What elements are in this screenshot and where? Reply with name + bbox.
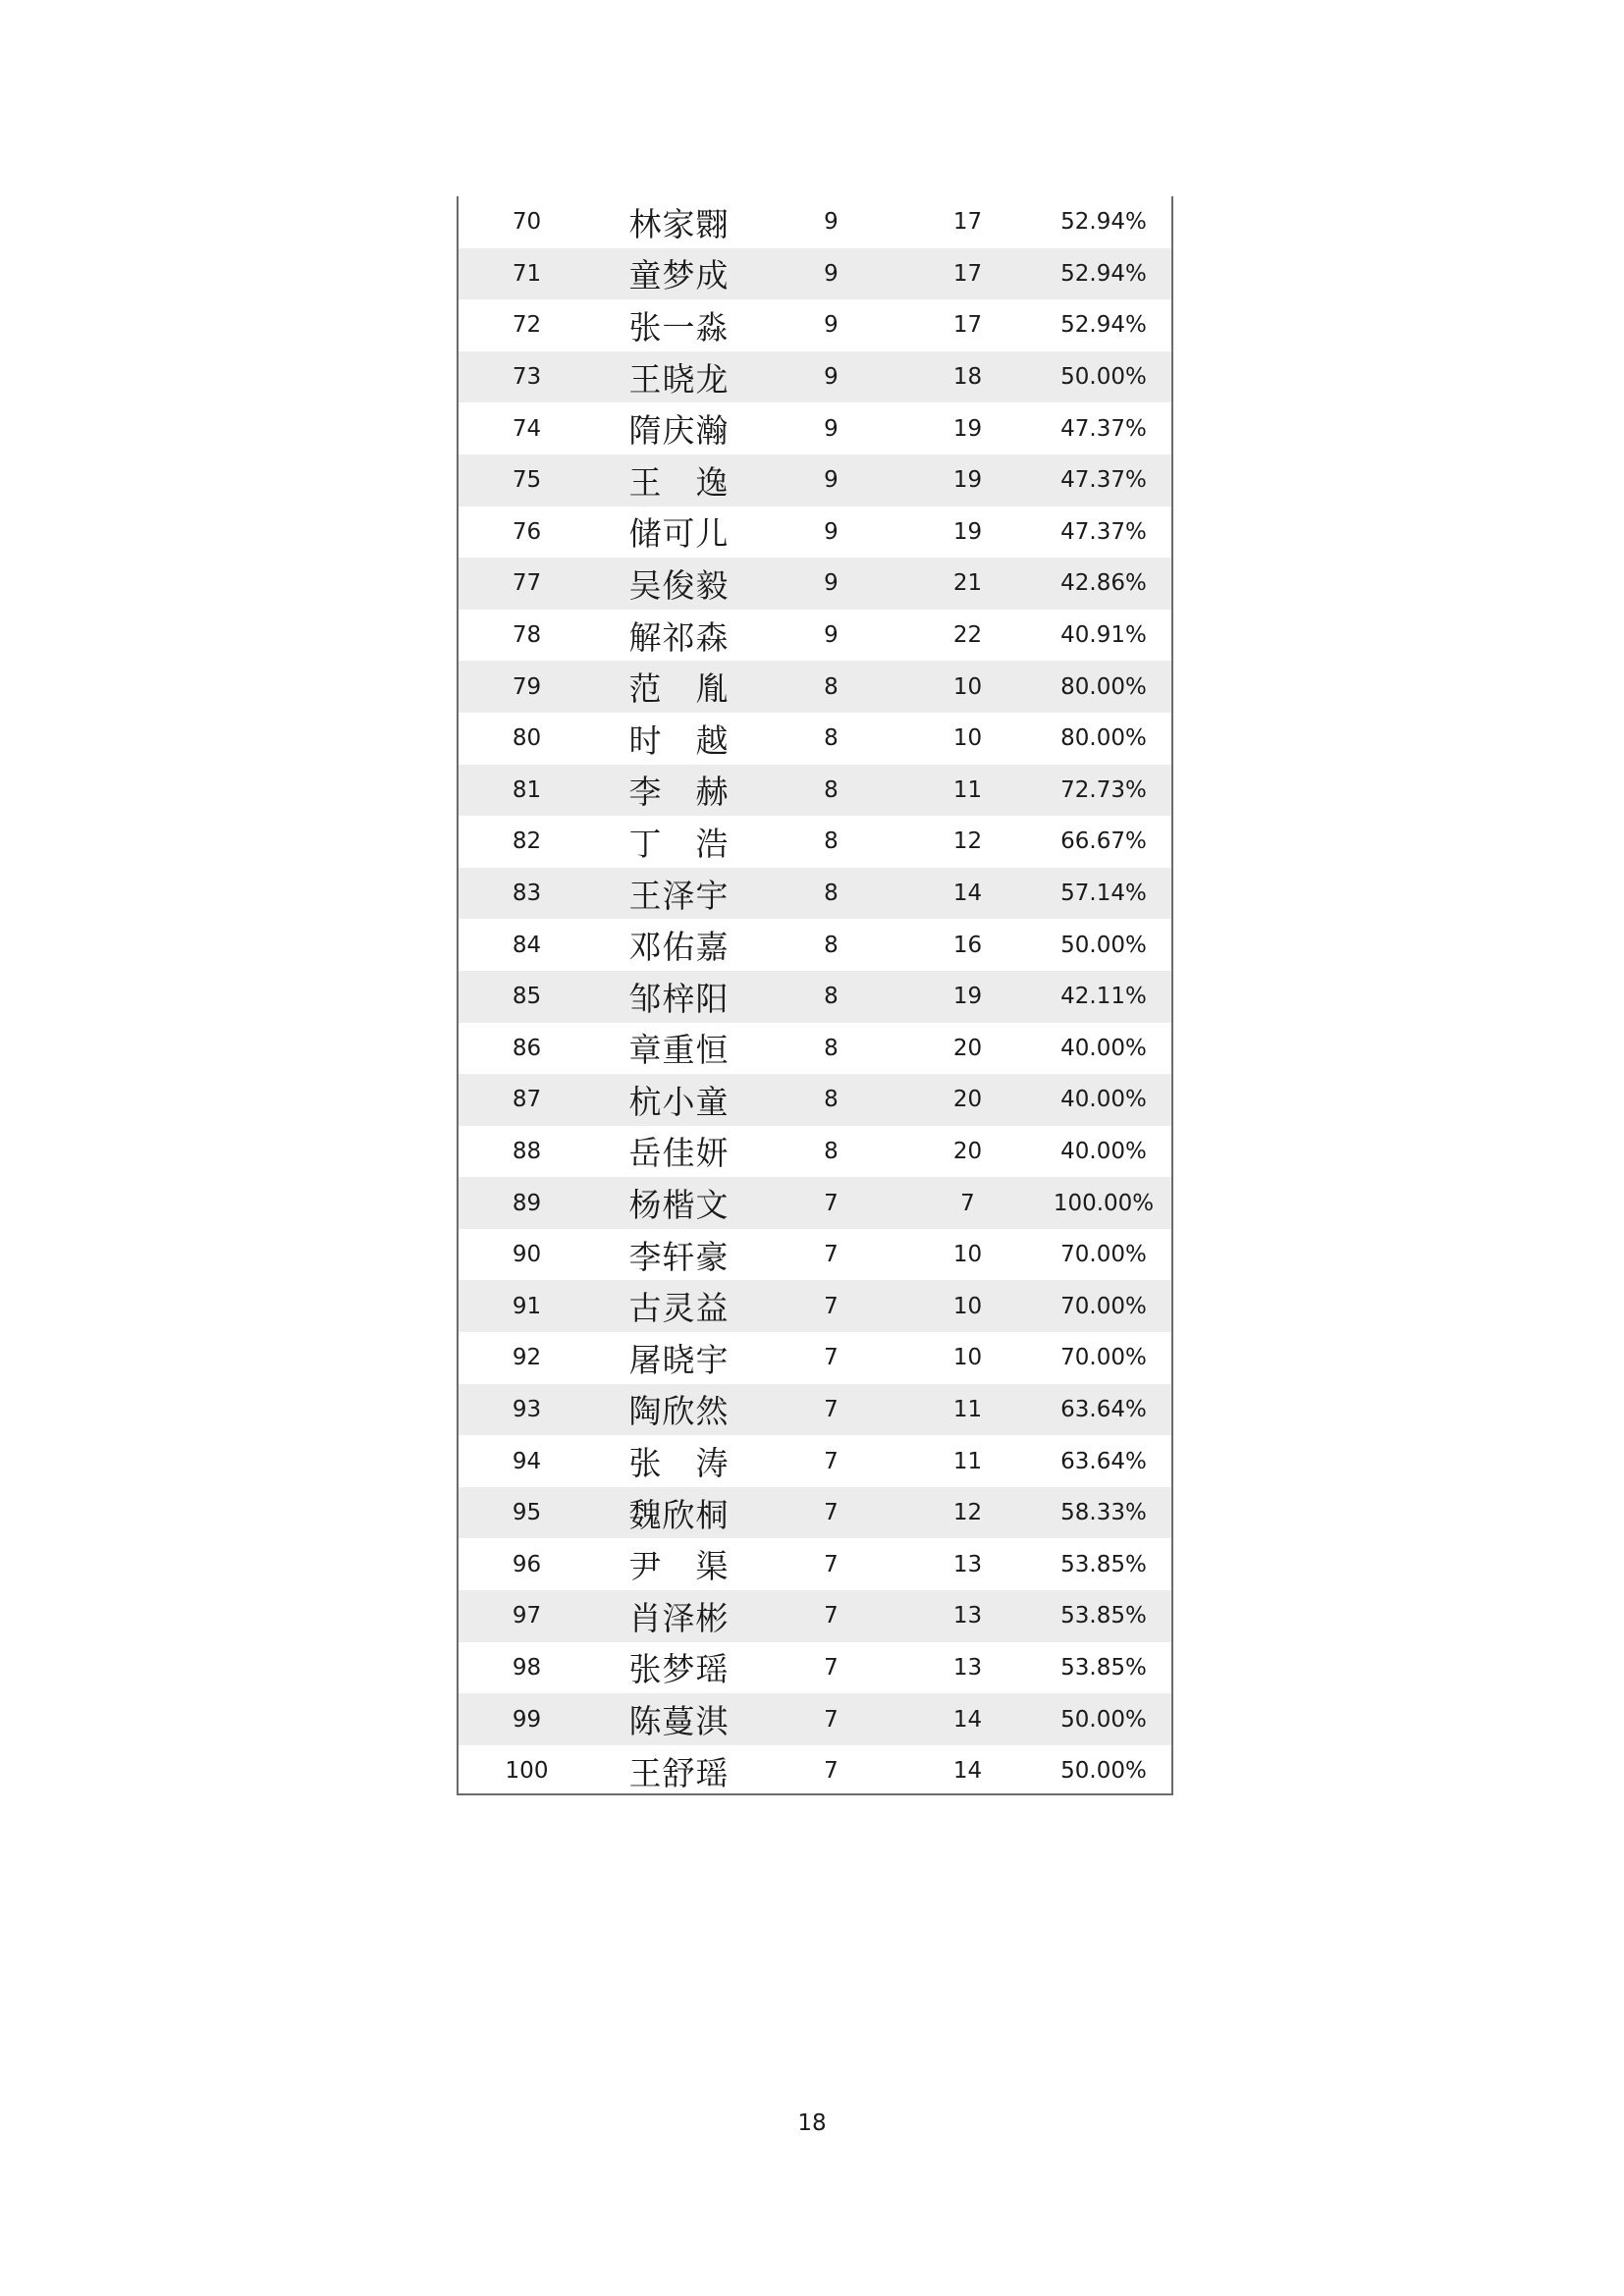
table-row: [459, 1332, 1171, 1384]
rank-cell: 100: [505, 1758, 549, 1785]
name-cell: 邹梓阳: [595, 971, 763, 1023]
name-cell: 王晓龙: [595, 351, 763, 403]
count-b-cell: 14: [899, 868, 1036, 920]
table-row: [459, 1590, 1171, 1642]
rate-cell: 80.00%: [1036, 661, 1171, 713]
name-cell: 林家翾: [628, 204, 730, 243]
rate-cell: 42.11%: [1036, 971, 1171, 1023]
name-cell: 陈蔓淇: [595, 1693, 763, 1745]
count-b-cell: 12: [899, 1487, 1036, 1539]
count-a-cell: 8: [824, 725, 839, 752]
rank-cell: 74: [512, 415, 542, 442]
count-a-cell: 9: [763, 351, 899, 403]
name-cell: 岳佳妍: [628, 1134, 730, 1173]
table-row: [459, 971, 1171, 1023]
name-cell: 王泽宇: [595, 868, 763, 920]
table-row: [459, 1126, 1171, 1178]
ranking-table: [459, 196, 1171, 1796]
count-a-cell: 7: [763, 1590, 899, 1642]
rate-cell: 47.37%: [1060, 518, 1147, 545]
rank-cell: 91: [459, 1280, 595, 1332]
rate-cell: 40.00%: [1036, 1074, 1171, 1126]
rate-cell: 63.64%: [1036, 1384, 1171, 1436]
count-b-cell: 16: [952, 932, 983, 958]
rank-cell: 97: [459, 1590, 595, 1642]
count-b-cell: 10: [952, 1345, 983, 1371]
table-row: [459, 1538, 1171, 1590]
table-row: [459, 402, 1171, 454]
count-b-cell: 13: [952, 1654, 983, 1681]
table-row: [459, 765, 1171, 817]
table-row: [459, 1280, 1171, 1332]
table-row: [459, 1693, 1171, 1745]
rank-cell: 90: [512, 1242, 542, 1268]
count-b-cell: 14: [952, 1758, 983, 1785]
count-a-cell: 8: [824, 932, 839, 958]
table-row: [459, 1229, 1171, 1281]
count-a-cell: 8: [824, 1035, 839, 1061]
count-b-cell: 12: [952, 828, 983, 855]
name-cell: 魏欣桐: [595, 1487, 763, 1539]
rank-cell: 93: [459, 1384, 595, 1436]
rate-cell: 40.91%: [1060, 622, 1147, 649]
rate-cell: 42.86%: [1036, 558, 1171, 610]
rank-cell: 75: [459, 454, 595, 507]
ranking-table-body: [459, 196, 1171, 1796]
table-row: [459, 299, 1171, 351]
name-cell: 陶欣然: [595, 1384, 763, 1436]
count-a-cell: 7: [824, 1448, 839, 1474]
name-cell: 时 越: [628, 721, 730, 760]
rank-cell: 85: [459, 971, 595, 1023]
name-cell: 隋庆瀚: [628, 411, 730, 451]
rank-cell: 95: [459, 1487, 595, 1539]
name-cell: 张梦瑶: [628, 1650, 730, 1689]
table-row: [459, 919, 1171, 971]
rank-cell: 71: [459, 248, 595, 300]
count-a-cell: 7: [824, 1345, 839, 1371]
count-b-cell: 20: [899, 1074, 1036, 1126]
count-b-cell: 10: [952, 725, 983, 752]
rate-cell: 53.85%: [1060, 1654, 1147, 1681]
count-b-cell: 10: [899, 661, 1036, 713]
rate-cell: 100.00%: [1036, 1177, 1171, 1229]
count-a-cell: 7: [763, 1177, 899, 1229]
count-a-cell: 8: [763, 971, 899, 1023]
count-b-cell: 20: [952, 1035, 983, 1061]
table-row: [459, 1384, 1171, 1436]
count-b-cell: 21: [899, 558, 1036, 610]
table-row: [459, 196, 1171, 248]
count-b-cell: 11: [899, 1384, 1036, 1436]
count-a-cell: 8: [824, 828, 839, 855]
rank-cell: 89: [459, 1177, 595, 1229]
count-b-cell: 19: [899, 454, 1036, 507]
rate-cell: 63.64%: [1060, 1448, 1147, 1474]
count-b-cell: 19: [952, 415, 983, 442]
rank-cell: 92: [512, 1345, 542, 1371]
name-cell: 章重恒: [628, 1031, 730, 1070]
table-row: [459, 248, 1171, 300]
table-row: [459, 507, 1171, 559]
rate-cell: 40.00%: [1060, 1138, 1147, 1164]
rate-cell: 50.00%: [1060, 932, 1147, 958]
name-cell: 童梦成: [595, 248, 763, 300]
count-b-cell: 10: [899, 1280, 1036, 1332]
rate-cell: 57.14%: [1036, 868, 1171, 920]
count-b-cell: 14: [899, 1693, 1036, 1745]
count-a-cell: 8: [763, 661, 899, 713]
count-b-cell: 17: [899, 248, 1036, 300]
rank-cell: 98: [512, 1654, 542, 1681]
name-cell: 丁 浩: [628, 824, 730, 863]
rank-cell: 70: [512, 209, 542, 236]
rate-cell: 47.37%: [1060, 415, 1147, 442]
rank-cell: 83: [459, 868, 595, 920]
rank-cell: 84: [512, 932, 542, 958]
rate-cell: 70.00%: [1060, 1345, 1147, 1371]
name-cell: 解祁森: [628, 617, 730, 657]
count-a-cell: 7: [763, 1384, 899, 1436]
name-cell: 储可儿: [628, 514, 730, 554]
rank-cell: 80: [512, 725, 542, 752]
count-b-cell: 20: [952, 1138, 983, 1164]
count-a-cell: 9: [824, 518, 839, 545]
rate-cell: 70.00%: [1060, 1242, 1147, 1268]
name-cell: 屠晓宇: [628, 1340, 730, 1379]
rank-cell: 94: [512, 1448, 542, 1474]
rate-cell: 40.00%: [1060, 1035, 1147, 1061]
count-a-cell: 9: [763, 248, 899, 300]
rank-cell: 76: [512, 518, 542, 545]
table-row: [459, 454, 1171, 507]
table-row: [459, 1177, 1171, 1229]
count-b-cell: 13: [899, 1590, 1036, 1642]
rank-cell: 86: [512, 1035, 542, 1061]
count-b-cell: 10: [952, 1242, 983, 1268]
rank-cell: 87: [459, 1074, 595, 1126]
count-b-cell: 19: [899, 971, 1036, 1023]
table-row: [459, 1074, 1171, 1126]
name-cell: 肖泽彬: [595, 1590, 763, 1642]
count-a-cell: 9: [824, 209, 839, 236]
name-cell: 王 逸: [595, 454, 763, 507]
rank-cell: 82: [512, 828, 542, 855]
name-cell: 尹 渠: [628, 1547, 730, 1586]
rate-cell: 66.67%: [1060, 828, 1147, 855]
name-cell: 杨楷文: [595, 1177, 763, 1229]
table-row: [459, 351, 1171, 403]
count-a-cell: 7: [763, 1280, 899, 1332]
name-cell: 范 胤: [595, 661, 763, 713]
rate-cell: 50.00%: [1060, 1758, 1147, 1785]
count-b-cell: 17: [952, 209, 983, 236]
count-b-cell: 7: [899, 1177, 1036, 1229]
table-row: [459, 1435, 1171, 1487]
table-row: [459, 1487, 1171, 1539]
rate-cell: 52.94%: [1060, 312, 1147, 339]
name-cell: 吴俊毅: [595, 558, 763, 610]
name-cell: 李轩豪: [628, 1237, 730, 1276]
count-a-cell: 8: [763, 868, 899, 920]
count-b-cell: 22: [952, 622, 983, 649]
name-cell: 张一淼: [628, 307, 730, 347]
rate-cell: 80.00%: [1060, 725, 1147, 752]
name-cell: 李 赫: [595, 765, 763, 817]
rank-cell: 88: [512, 1138, 542, 1164]
table-row: [459, 610, 1171, 662]
rank-cell: 79: [459, 661, 595, 713]
name-cell: 古灵益: [595, 1280, 763, 1332]
count-a-cell: 7: [824, 1654, 839, 1681]
count-a-cell: 9: [824, 312, 839, 339]
rank-cell: 96: [512, 1551, 542, 1577]
rate-cell: 70.00%: [1036, 1280, 1171, 1332]
count-a-cell: 9: [763, 454, 899, 507]
count-b-cell: 11: [899, 765, 1036, 817]
rank-cell: 78: [512, 622, 542, 649]
table-row: [459, 713, 1171, 765]
table-row: [459, 1023, 1171, 1075]
rate-cell: 58.33%: [1036, 1487, 1171, 1539]
ranking-table-frame: [457, 196, 1173, 1795]
table-row: [459, 1745, 1171, 1797]
count-b-cell: 19: [952, 518, 983, 545]
rate-cell: 72.73%: [1036, 765, 1171, 817]
rate-cell: 53.85%: [1060, 1551, 1147, 1577]
name-cell: 王舒瑶: [628, 1753, 730, 1792]
count-a-cell: 8: [824, 1138, 839, 1164]
count-a-cell: 7: [763, 1693, 899, 1745]
name-cell: 杭小童: [595, 1074, 763, 1126]
table-row: [459, 868, 1171, 920]
count-b-cell: 18: [899, 351, 1036, 403]
count-b-cell: 11: [952, 1448, 983, 1474]
count-b-cell: 13: [952, 1551, 983, 1577]
page-number: 18: [797, 2110, 827, 2136]
table-row: [459, 661, 1171, 713]
count-a-cell: 9: [763, 558, 899, 610]
rank-cell: 73: [459, 351, 595, 403]
count-a-cell: 7: [763, 1487, 899, 1539]
rate-cell: 50.00%: [1036, 1693, 1171, 1745]
count-a-cell: 9: [824, 622, 839, 649]
name-cell: 张 涛: [628, 1444, 730, 1483]
count-a-cell: 7: [824, 1758, 839, 1785]
rank-cell: 99: [459, 1693, 595, 1745]
rank-cell: 81: [459, 765, 595, 817]
rate-cell: 50.00%: [1036, 351, 1171, 403]
table-row: [459, 558, 1171, 610]
rate-cell: 53.85%: [1036, 1590, 1171, 1642]
rank-cell: 72: [512, 312, 542, 339]
table-row: [459, 1642, 1171, 1694]
count-a-cell: 9: [824, 415, 839, 442]
name-cell: 邓佑嘉: [628, 928, 730, 967]
rank-cell: 77: [459, 558, 595, 610]
rate-cell: 47.37%: [1036, 454, 1171, 507]
count-a-cell: 7: [824, 1551, 839, 1577]
rate-cell: 52.94%: [1060, 209, 1147, 236]
table-row: [459, 816, 1171, 868]
count-b-cell: 17: [952, 312, 983, 339]
rate-cell: 52.94%: [1036, 248, 1171, 300]
count-a-cell: 8: [763, 1074, 899, 1126]
count-a-cell: 7: [824, 1242, 839, 1268]
count-a-cell: 8: [763, 765, 899, 817]
